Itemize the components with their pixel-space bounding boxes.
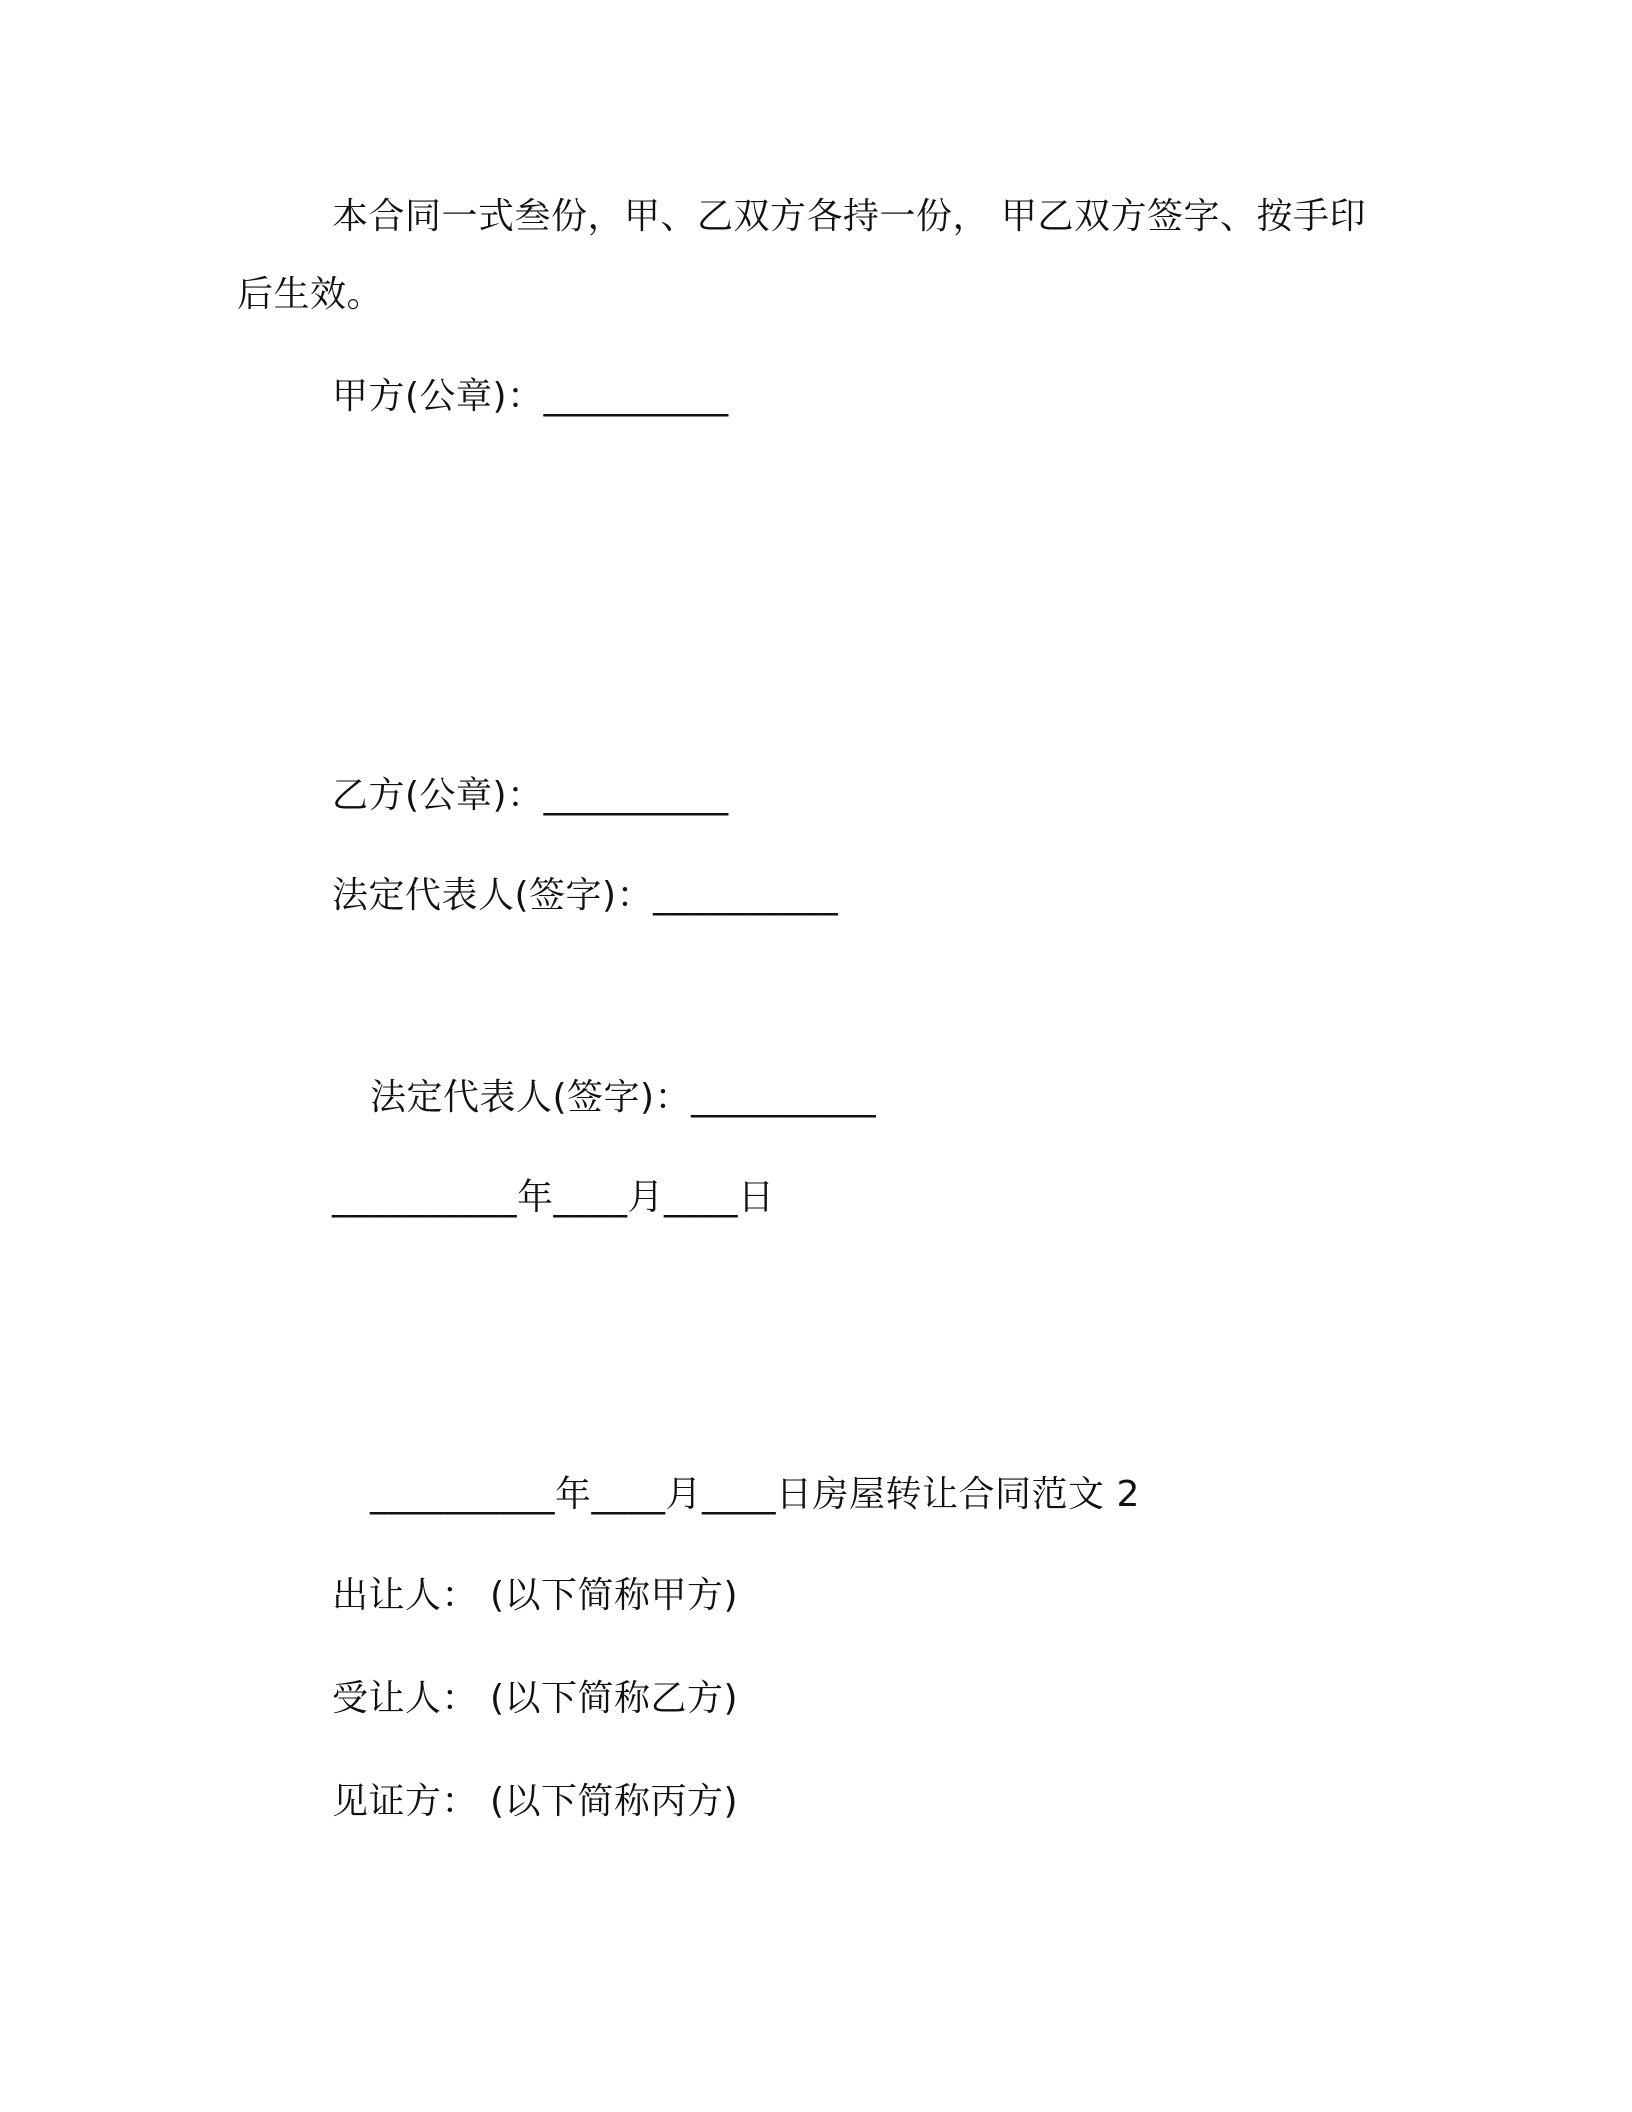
- party-b-seal-line: 乙方(公章)：__________: [332, 775, 729, 816]
- date-line: __________年____月____日: [332, 1177, 775, 1218]
- witness-line: 见证方： (以下简称丙方): [332, 1781, 739, 1822]
- section-heading-2: __________年____月____日房屋转让合同范文 2: [370, 1474, 1140, 1515]
- legal-representative-line-2: 法定代表人(签字)：__________: [370, 1077, 877, 1118]
- clause-paragraph-line-1: 本合同一式叁份，甲、乙双方各持一份， 甲乙双方签字、按手印: [332, 196, 1366, 237]
- clause-paragraph-line-2: 后生效。: [237, 274, 384, 315]
- party-a-seal-line: 甲方(公章)：__________: [332, 376, 729, 417]
- transferor-line: 出让人： (以下简称甲方): [332, 1575, 739, 1616]
- transferee-line: 受让人： (以下简称乙方): [332, 1678, 739, 1719]
- legal-representative-line-1: 法定代表人(签字)：__________: [332, 875, 839, 916]
